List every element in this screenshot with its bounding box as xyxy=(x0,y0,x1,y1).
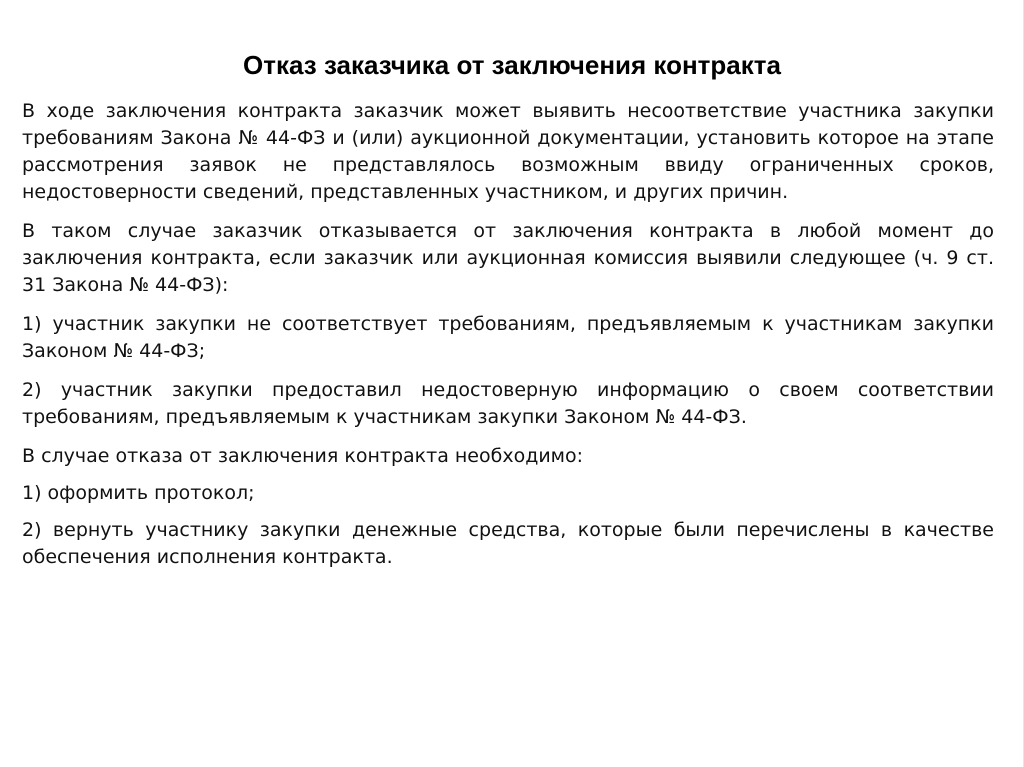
slide-title: Отказ заказчика от заключения контракта xyxy=(243,50,781,80)
list-item-condition-1: 1) участник закупки не соответствует требованиям, предъявляемым к участникам закупки Законом № 44-ФЗ; xyxy=(22,313,994,362)
paragraph-required-actions: В случае отказа от заключения контракта необходимо: xyxy=(22,445,584,467)
slide-body xyxy=(22,98,994,583)
list-item-action-2: 2) вернуть участнику закупки денежные средства, которые были перечислены в качестве обеспечения исполнения контракта. xyxy=(22,519,994,568)
paragraph-refusal-conditions: В таком случае заказчик отказывается от заключения контракта в любой момент до заключения контракта, если заказчик или аукционная комиссия выявили следующее (ч. 9 ст. 31 Закона № 44-ФЗ): xyxy=(22,220,994,296)
list-item-action-1: 1) оформить протокол; xyxy=(22,482,255,504)
list-item-condition-2: 2) участник закупки предоставил недостоверную информацию о своем соответствии требованиям, предъявляемым к участникам закупки Законом № 44-ФЗ. xyxy=(22,379,994,428)
paragraph-intro: В ходе заключения контракта заказчик может выявить несоответствие участника закупки требованиям Закона № 44-ФЗ и (или) аукционной документации, установить которое на этапе рассмотрения заявок не представлялось возможным ввиду ограниченных сроков, недостоверности сведений, представленных участником, и других причин. xyxy=(22,100,994,203)
